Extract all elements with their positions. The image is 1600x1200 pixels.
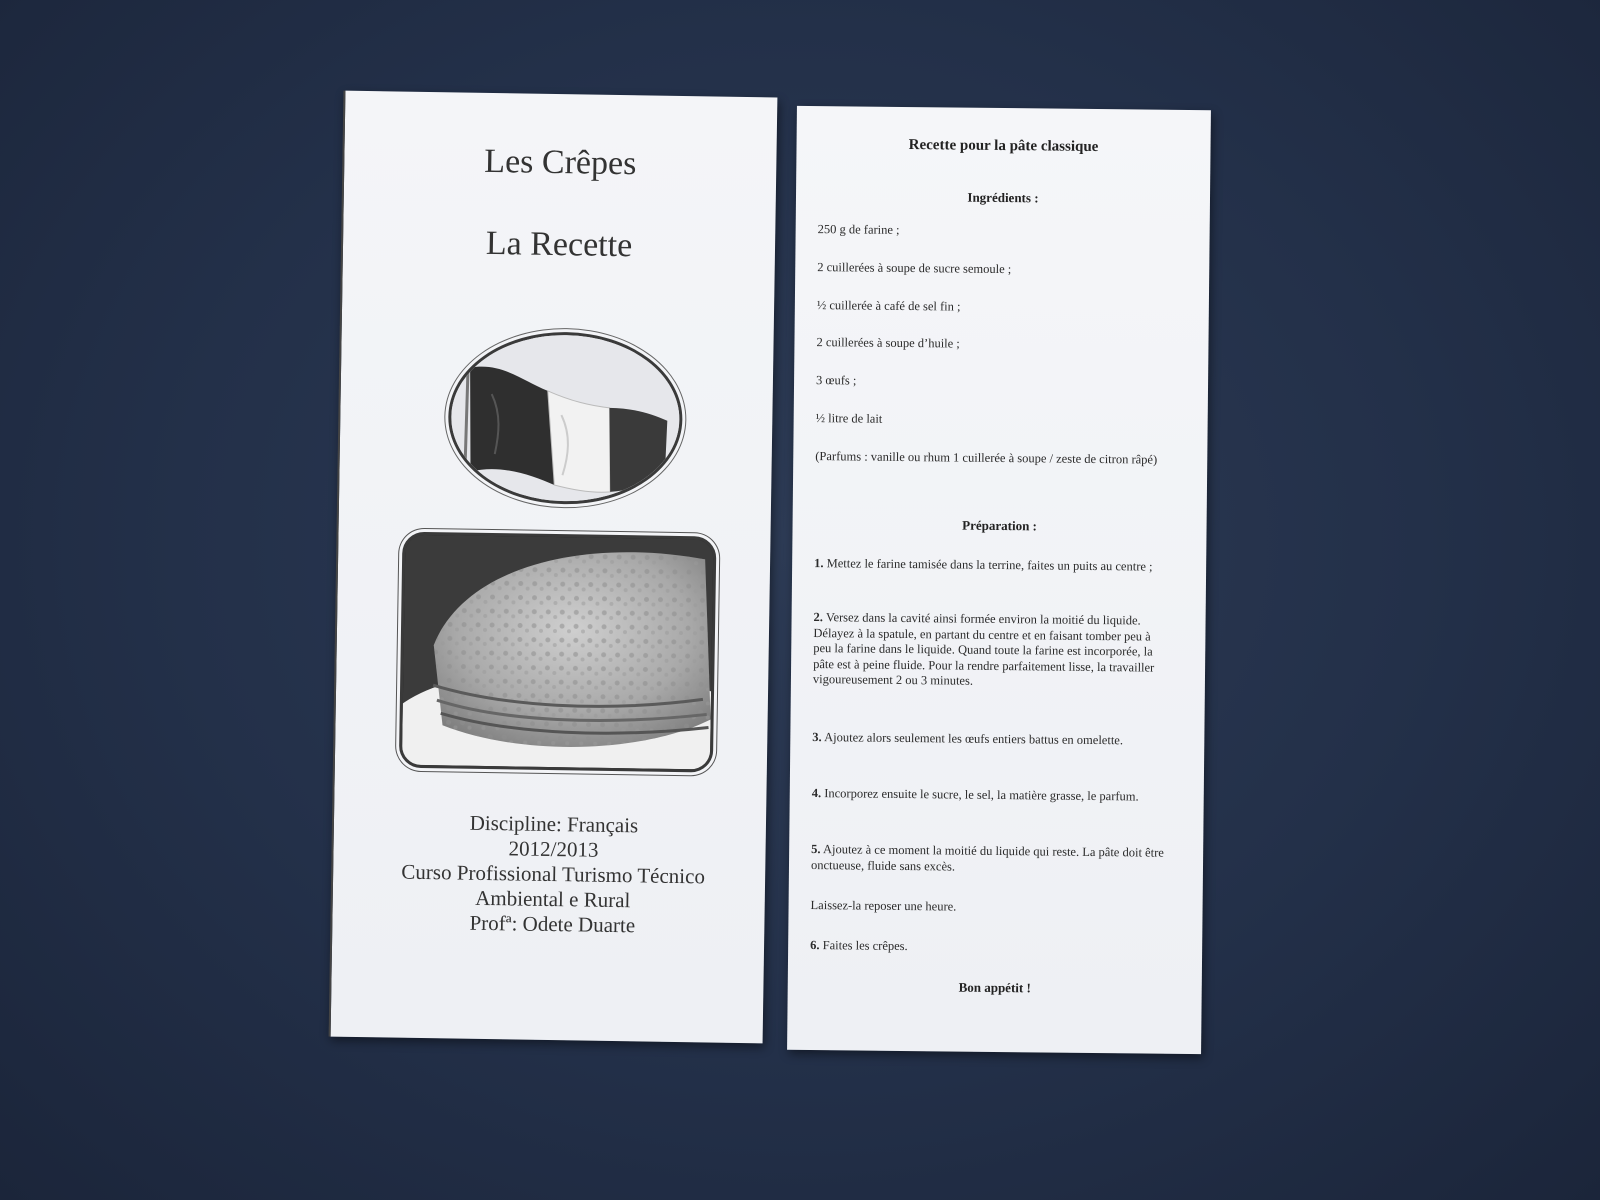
preparation-step	[814, 556, 1170, 575]
ingredient-flavours: (Parfums : vanille ou rhum 1 cuillerée à soupe / zeste de citron râpé)	[815, 449, 1158, 467]
cover-title: Les Crêpes	[484, 142, 637, 183]
step-number: 2.	[813, 610, 824, 625]
step-number: 6.	[810, 938, 820, 953]
crepes-illustration	[402, 535, 714, 770]
rest-note: Laissez-la reposer une heure.	[810, 898, 957, 914]
preparation-step	[810, 938, 1166, 957]
step-number: 3.	[812, 730, 822, 745]
step-text: Versez dans la cavité ainsi formée environ la moitié du liquide. Délayez à la spatule, en partant du centre et en faisant tomber peu à peu la farine dans le liquide. Quand toute la farine est incorporée, la pâte est à peine fluide. Pour la rendre parfaitement lisse, la travailler vigoureusement 2 ou 3 minutes.	[812, 610, 1155, 688]
recipe-title: Recette pour la pâte classique	[908, 137, 1099, 156]
ingredient-item: 3 œufs ;	[816, 373, 857, 388]
ingredient-item: 2 cuillerées à soupe d’huile ;	[816, 335, 960, 351]
ingredient-item: ½ litre de lait	[815, 411, 883, 426]
step-text: Ajoutez à ce moment la moitié du liquide qui reste. La pâte doit être onctueuse, fluide sans excès.	[810, 842, 1164, 874]
ingredients-heading: Ingrédients :	[967, 189, 1039, 206]
step-text: Incorporez ensuite le sucre, le sel, la matière grasse, le parfum.	[821, 786, 1139, 804]
crepes-photo	[399, 532, 717, 773]
step-number: 1.	[814, 556, 824, 571]
recipe-cover-sheet	[329, 91, 778, 1044]
step-text: Mettez le farine tamisée dans la terrine, faites un puits au centre ;	[823, 556, 1153, 574]
cover-subtitle: La Recette	[485, 224, 633, 265]
preparation-heading: Préparation :	[962, 517, 1038, 534]
ingredient-item: ½ cuillerée à café de sel fin ;	[816, 298, 961, 314]
step-number: 5.	[811, 842, 821, 857]
preparation-step	[811, 842, 1167, 877]
flag-illustration	[450, 333, 681, 503]
cover-footer-course: Curso Profissional Turismo Técnico	[401, 859, 706, 889]
ingredient-item: 2 cuillerées à soupe de sucre semoule ;	[817, 260, 1012, 277]
preparation-step	[812, 786, 1168, 805]
cover-footer-teacher: Profª: Odete Duarte	[469, 910, 636, 938]
preparation-step	[813, 610, 1170, 691]
cover-footer-discipline: Discipline: Français	[469, 810, 639, 838]
closing-text: Bon appétit !	[958, 979, 1031, 996]
cover-footer-course-cont: Ambiental e Rural	[475, 885, 631, 913]
cover-footer	[362, 809, 744, 940]
step-text: Ajoutez alors seulement les œufs entiers battus en omelette.	[821, 730, 1124, 748]
french-flag-photo	[447, 330, 684, 506]
step-number: 4.	[811, 786, 822, 801]
cover-footer-year: 2012/2013	[508, 836, 599, 862]
step-text: Faites les crêpes.	[819, 938, 908, 954]
preparation-step	[812, 730, 1168, 749]
recipe-sheet	[787, 106, 1211, 1054]
ingredient-item: 250 g de farine ;	[817, 222, 900, 237]
